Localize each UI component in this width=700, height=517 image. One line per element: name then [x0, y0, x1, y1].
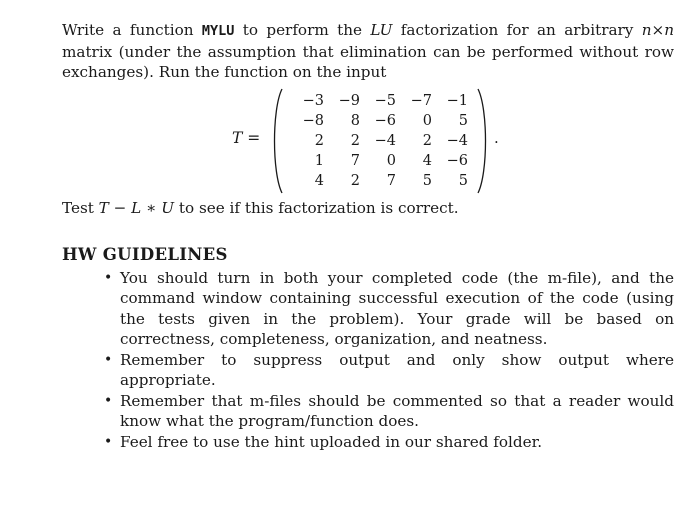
- guideline-text: Remember to suppress output and only show output where appropriate.: [120, 350, 674, 389]
- right-paren-icon: [476, 87, 490, 195]
- matrix-cell: 2: [422, 132, 432, 149]
- problem-text-prefix: Write a function: [62, 21, 202, 39]
- guideline-text: Remember that m-files should be commented so that a reader would know what the program/function does.: [120, 391, 674, 430]
- guidelines-list: [62, 268, 674, 453]
- test-suffix: to see if this factorization is correct.: [174, 198, 459, 217]
- matrix-cell: −4: [446, 132, 468, 149]
- test-prefix: Test: [62, 198, 99, 217]
- test-expression: T − L ∗ U: [98, 198, 175, 217]
- matrix-cell: −5: [374, 92, 396, 109]
- matrix-row: [288, 131, 468, 151]
- bullet-icon: •: [104, 351, 113, 368]
- guideline-item: [104, 432, 674, 453]
- matrix-cell: −1: [446, 92, 468, 109]
- guideline-item: [104, 268, 674, 350]
- matrix-t: [288, 91, 468, 191]
- matrix-cell: −7: [410, 92, 432, 109]
- problem-statement: [62, 20, 674, 83]
- matrix-row: [288, 151, 468, 171]
- matrix-variable: T: [232, 128, 243, 147]
- matrix-cell: 5: [422, 172, 432, 189]
- matrix-block: [270, 87, 490, 197]
- matrix-cell: −3: [302, 92, 324, 109]
- matrix-cell: 1: [314, 152, 324, 169]
- problem-text-after-lu: factorization for an arbitrary: [392, 21, 642, 39]
- matrix-cell: 0: [386, 152, 396, 169]
- guideline-item: [104, 350, 674, 391]
- matrix-cell: −8: [302, 112, 324, 129]
- equation-period: .: [494, 128, 499, 147]
- matrix-cell: 8: [350, 112, 360, 129]
- matrix-row: [288, 91, 468, 111]
- matrix-cell: 4: [314, 172, 324, 189]
- equals-sign: =: [242, 128, 261, 147]
- matrix-row: [288, 171, 468, 191]
- matrix-cell: −4: [374, 132, 396, 149]
- matrix-equation: [62, 87, 674, 197]
- matrix-cell: 7: [386, 172, 396, 189]
- matrix-cell: 0: [422, 112, 432, 129]
- guideline-item: [104, 391, 674, 432]
- matrix-cell: −6: [446, 152, 468, 169]
- guideline-text: You should turn in both your completed code (the m-file), and the command window containing successful execution of the code (using the tests given in the problem). Your grade will be based on correctness, completeness, organization, and neatness.: [120, 268, 674, 348]
- problem-text-middle: to perform the: [234, 21, 371, 39]
- guideline-text: Feel free to use the hint uploaded in our shared folder.: [120, 432, 543, 451]
- matrix-cell: −9: [338, 92, 360, 109]
- matrix-cell: 2: [350, 132, 360, 149]
- test-instruction: [62, 199, 674, 217]
- assignment-page: [62, 20, 674, 452]
- matrix-row: [288, 111, 468, 131]
- lu-symbol: LU: [370, 21, 393, 39]
- matrix-cell: 5: [458, 172, 468, 189]
- bullet-icon: •: [104, 433, 113, 450]
- matrix-cell: 7: [350, 152, 360, 169]
- problem-text-end: matrix (under the assumption that elimination can be performed without row exchanges). Run the function on the input: [62, 42, 674, 81]
- matrix-cell: 5: [458, 112, 468, 129]
- matrix-cell: −6: [374, 112, 396, 129]
- matrix-cell: 4: [422, 152, 432, 169]
- guidelines-heading: HW GUIDELINES: [62, 244, 228, 264]
- left-paren-icon: [270, 87, 284, 195]
- matrix-cell: 2: [350, 172, 360, 189]
- function-name: MYLU: [201, 23, 235, 39]
- matrix-cell: 2: [314, 132, 324, 149]
- bullet-icon: •: [104, 392, 113, 409]
- bullet-icon: •: [104, 269, 113, 286]
- equation-lhs: [232, 129, 260, 147]
- nxn-symbol: n×n: [641, 21, 675, 39]
